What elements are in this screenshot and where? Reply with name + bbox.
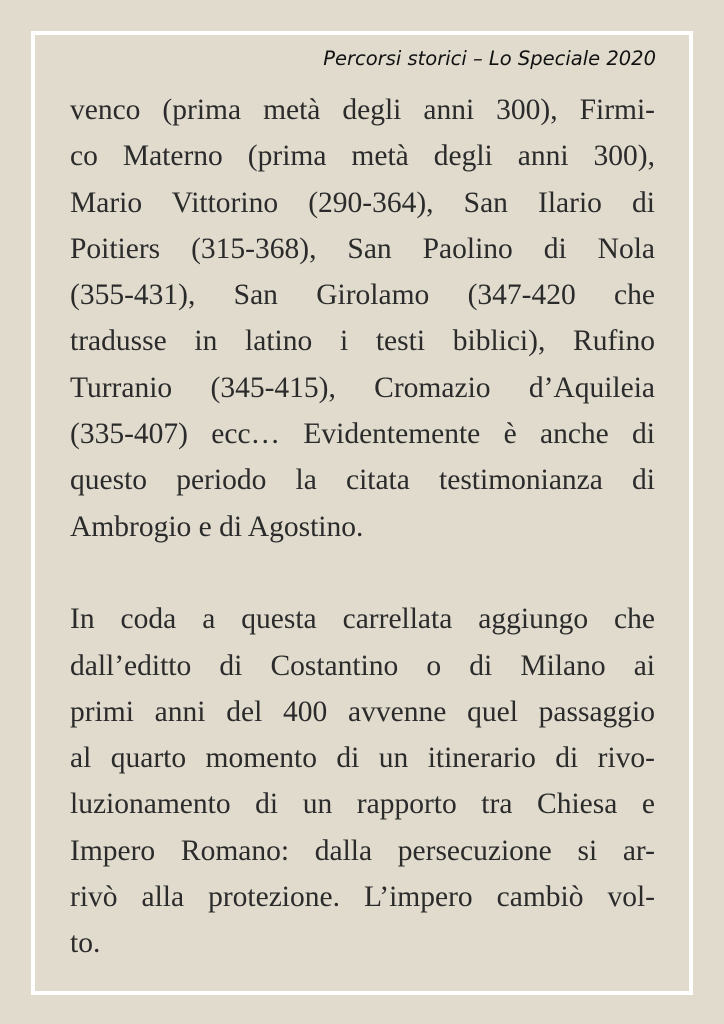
text-line: In coda a questa carrellata aggiungo che — [70, 603, 655, 636]
text-line: luzionamento di un rapporto tra Chiesa e — [70, 788, 655, 821]
text-line: venco (prima metà degli anni 300), Firmi- — [70, 94, 655, 126]
text-line: (355-431), San Girolamo (347-420 che — [70, 279, 655, 312]
text-line: Impero Romano: dalla persecuzione si ar- — [70, 834, 655, 867]
text-line: Poitiers (315-368), San Paolino di Nola — [70, 232, 655, 265]
text-line: to. — [70, 927, 101, 960]
text-line: Turranio (345-415), Cromazio d’Aquileia — [70, 371, 655, 404]
paragraph — [70, 596, 655, 966]
article-body — [70, 87, 655, 967]
text-line: primi anni del 400 avvenne quel passaggio — [70, 695, 655, 728]
text-line: rivò alla protezione. L’impero cambiò vol- — [70, 881, 655, 914]
text-line: dall’editto di Costantino o di Milano ai — [70, 649, 655, 682]
paragraph — [70, 87, 655, 550]
text-line: Mario Vittorino (290-364), San Ilario di — [70, 186, 655, 219]
text-line: Ambrogio e di Agostino. — [70, 510, 364, 543]
running-header: Percorsi storici – Lo Speciale 2020 — [323, 47, 656, 70]
text-line: co Materno (prima metà degli anni 300), — [70, 140, 655, 173]
text-line: (335-407) ecc… Evidentemente è anche di — [70, 418, 655, 451]
text-line: questo periodo la citata testimonianza di — [70, 464, 655, 497]
paragraph-gap — [70, 550, 655, 596]
text-line: tradusse in latino i testi biblici), Rufino — [70, 325, 655, 358]
text-line: al quarto momento di un itinerario di rivo- — [70, 742, 655, 775]
